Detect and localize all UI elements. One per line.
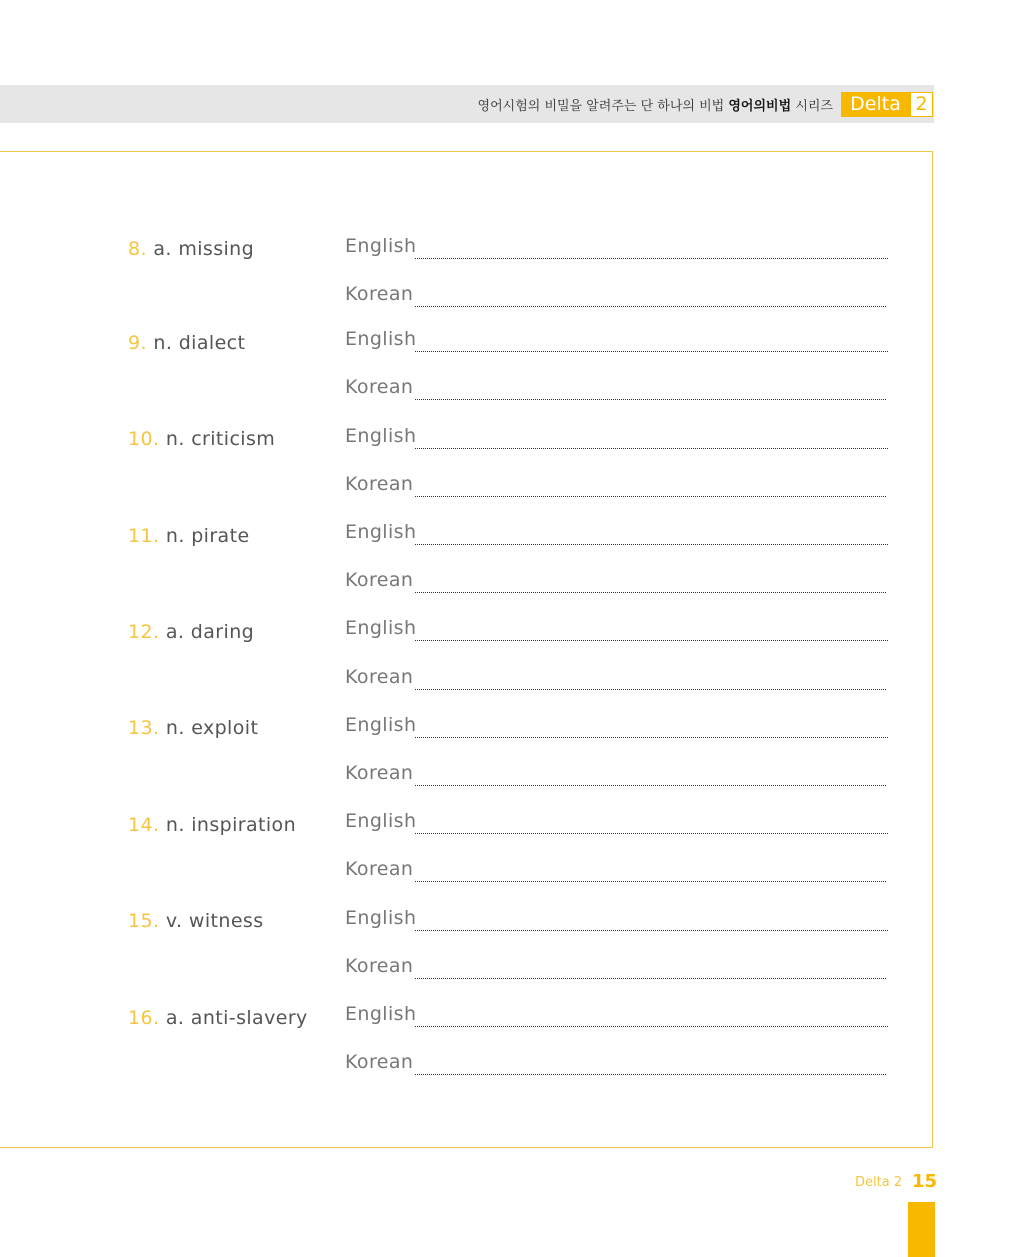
korean-label: Korean <box>345 955 414 977</box>
english-label: English <box>345 907 417 929</box>
item-word: a. daring <box>165 621 255 643</box>
korean-label: Korean <box>345 858 414 880</box>
answer-line <box>415 306 886 307</box>
vocab-item <box>128 238 254 260</box>
english-answer-field[interactable] <box>345 808 888 834</box>
answer-line <box>415 448 888 449</box>
answer-line <box>415 881 886 882</box>
english-answer-field[interactable] <box>345 712 888 738</box>
korean-answer-field[interactable] <box>345 567 888 593</box>
korean-answer-field[interactable] <box>345 374 888 400</box>
page-number: 15 <box>912 1171 938 1192</box>
english-answer-field[interactable] <box>345 233 888 259</box>
english-label: English <box>345 1003 417 1025</box>
korean-label: Korean <box>345 762 414 784</box>
item-number: 12. <box>128 621 160 643</box>
item-word: n. criticism <box>165 428 276 450</box>
tagline-text: 영어시험의 비밀을 알려주는 단 하나의 비법 <box>477 99 725 114</box>
answer-line <box>415 544 888 545</box>
item-word: n. inspiration <box>165 814 297 836</box>
vocab-item <box>128 332 245 354</box>
korean-answer-field[interactable] <box>345 281 888 307</box>
vocab-item <box>128 910 264 932</box>
item-number: 15. <box>128 910 160 932</box>
answer-line <box>415 640 888 641</box>
answer-line <box>415 978 886 979</box>
english-label: English <box>345 810 417 832</box>
vocab-item <box>128 717 258 739</box>
english-answer-field[interactable] <box>345 615 888 641</box>
english-label: English <box>345 328 417 350</box>
korean-answer-field[interactable] <box>345 664 888 690</box>
answer-line <box>415 496 886 497</box>
answer-line <box>415 689 886 690</box>
item-word: n. dialect <box>153 332 246 354</box>
item-word: a. anti-slavery <box>165 1007 308 1029</box>
answer-line <box>415 930 888 931</box>
answer-line <box>415 592 886 593</box>
item-number: 9. <box>128 332 147 354</box>
english-answer-field[interactable] <box>345 423 888 449</box>
item-word: v. witness <box>165 910 264 932</box>
header-tagline <box>478 95 833 114</box>
english-label: English <box>345 714 417 736</box>
item-number: 11. <box>128 525 160 547</box>
english-answer-field[interactable] <box>345 905 888 931</box>
korean-answer-field[interactable] <box>345 953 888 979</box>
item-number: 10. <box>128 428 160 450</box>
item-number: 13. <box>128 717 160 739</box>
english-label: English <box>345 617 417 639</box>
korean-label: Korean <box>345 473 414 495</box>
answer-line <box>415 785 886 786</box>
answer-line <box>415 1026 888 1027</box>
korean-label: Korean <box>345 666 414 688</box>
answer-line <box>415 833 888 834</box>
answer-line <box>415 399 886 400</box>
korean-answer-field[interactable] <box>345 856 888 882</box>
item-word: n. exploit <box>165 717 259 739</box>
vocab-item <box>128 525 250 547</box>
korean-answer-field[interactable] <box>345 471 888 497</box>
item-number: 8. <box>128 238 147 260</box>
korean-answer-field[interactable] <box>345 1049 888 1075</box>
korean-label: Korean <box>345 1051 414 1073</box>
vocab-item <box>128 428 275 450</box>
level-badge: 2 <box>910 92 933 117</box>
korean-label: Korean <box>345 376 414 398</box>
series-name: 영어의비법 <box>728 99 792 114</box>
english-answer-field[interactable] <box>345 1001 888 1027</box>
answer-line <box>415 351 888 352</box>
answer-line <box>415 258 888 259</box>
english-label: English <box>345 521 417 543</box>
english-label: English <box>345 425 417 447</box>
vocab-item <box>128 814 296 836</box>
vocab-item <box>128 621 254 643</box>
brand-badge: Delta <box>841 92 910 117</box>
korean-label: Korean <box>345 569 414 591</box>
footer-tab <box>908 1202 935 1257</box>
english-answer-field[interactable] <box>345 519 888 545</box>
series-suffix: 시리즈 <box>795 99 833 114</box>
item-word: a. missing <box>153 238 255 260</box>
item-word: n. pirate <box>165 525 250 547</box>
item-number: 16. <box>128 1007 160 1029</box>
korean-label: Korean <box>345 283 414 305</box>
answer-line <box>415 1074 886 1075</box>
english-answer-field[interactable] <box>345 326 888 352</box>
answer-line <box>415 737 888 738</box>
korean-answer-field[interactable] <box>345 760 888 786</box>
item-number: 14. <box>128 814 160 836</box>
vocab-item <box>128 1007 308 1029</box>
footer-label: Delta 2 <box>855 1175 903 1190</box>
english-label: English <box>345 235 417 257</box>
